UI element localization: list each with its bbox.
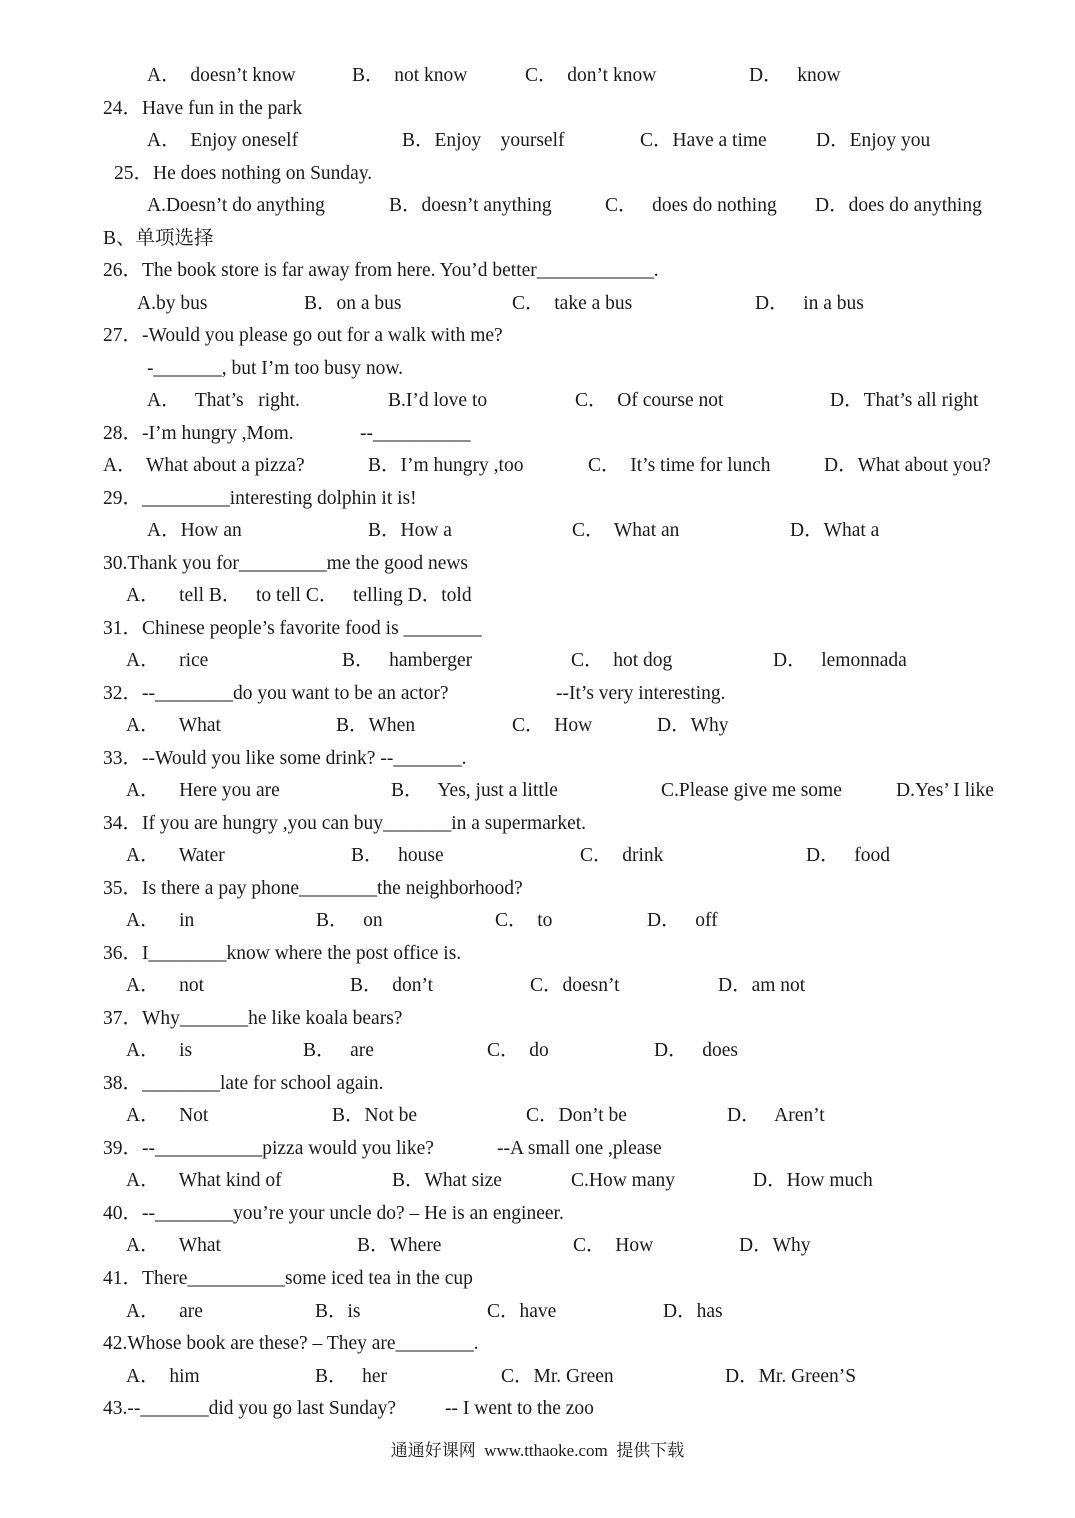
text-segment: C． What an	[572, 520, 680, 541]
text-segment: D．does do anything	[815, 195, 982, 216]
text-segment: C． to	[495, 910, 553, 931]
text-line: 37．Why_______he like koala bears?	[103, 1008, 403, 1029]
text-segment: B.I’d love to	[388, 390, 488, 411]
text-segment: A． are	[126, 1301, 203, 1322]
text-segment: C．Have a time	[640, 130, 767, 151]
text-segment: 39．--___________pizza would you like?	[103, 1138, 434, 1159]
text-segment: B．I’m hungry ,too	[368, 455, 524, 476]
text-segment: B． hamberger	[342, 650, 473, 671]
text-segment: C． hot dog	[571, 650, 673, 671]
text-segment: B．is	[315, 1301, 361, 1322]
text-segment: C．Don’t be	[526, 1105, 627, 1126]
text-segment: A． What	[126, 715, 221, 736]
text-segment: B． on	[316, 910, 383, 931]
text-line: -_______, but I’m too busy now.	[147, 358, 404, 379]
page-footer: 通通好课网 www.tthaoke.com 提供下载	[390, 1441, 685, 1460]
text-segment: C． does do nothing	[605, 195, 777, 216]
text-segment: C． take a bus	[512, 293, 633, 314]
text-segment: D．Enjoy you	[816, 130, 931, 151]
text-line: 41．There__________some iced tea in the cup	[103, 1268, 473, 1289]
text-segment: A． him	[126, 1366, 200, 1387]
text-line: 31．Chinese people’s favorite food is ________	[103, 618, 482, 639]
text-segment: C． Of course not	[575, 390, 724, 411]
text-segment: A． not	[126, 975, 205, 996]
text-line: 27．-Would you please go out for a walk with me?	[103, 325, 503, 346]
text-segment: --It’s very interesting.	[556, 683, 726, 704]
text-segment: --__________	[360, 423, 471, 444]
text-segment: A． Enjoy oneself	[147, 130, 299, 151]
text-line: 30.Thank you for_________me the good news	[103, 553, 469, 574]
text-segment: D． know	[749, 65, 841, 86]
text-segment: C.Please give me some	[661, 780, 842, 801]
text-segment: C．have	[487, 1301, 557, 1322]
text-segment: B．Where	[357, 1235, 442, 1256]
text-segment: --A small one ,please	[497, 1138, 662, 1159]
text-segment: A． That’s right.	[147, 390, 300, 411]
text-segment: A．How an	[147, 520, 242, 541]
text-segment: B． are	[303, 1040, 374, 1061]
text-segment: D．That’s all right	[830, 390, 979, 411]
text-segment: B．doesn’t anything	[389, 195, 552, 216]
text-segment: C． drink	[580, 845, 664, 866]
text-segment: B． not know	[352, 65, 468, 86]
text-segment: B． don’t	[350, 975, 434, 996]
text-segment: A． in	[126, 910, 195, 931]
text-segment: A． is	[126, 1040, 193, 1061]
text-segment: C． How	[512, 715, 593, 736]
text-segment: D．Why	[657, 715, 729, 736]
text-segment: B． her	[315, 1366, 388, 1387]
text-segment: A． What	[126, 1235, 221, 1256]
text-segment: D． in a bus	[755, 293, 864, 314]
text-segment: D.Yes’ I like	[896, 780, 994, 801]
text-line: 29．_________interesting dolphin it is!	[103, 488, 417, 509]
text-segment: D． Aren’t	[727, 1105, 825, 1126]
text-segment: C． do	[487, 1040, 549, 1061]
text-segment: B．on a bus	[304, 293, 402, 314]
text-segment: A． Here you are	[126, 780, 280, 801]
text-segment: D． lemonnada	[773, 650, 907, 671]
text-segment: C.How many	[571, 1170, 675, 1191]
text-segment: A． What about a pizza?	[103, 455, 305, 476]
text-line: 38．________late for school again.	[103, 1073, 384, 1094]
text-segment: C． don’t know	[525, 65, 657, 86]
text-segment: 32．--________do you want to be an actor?	[103, 683, 449, 704]
text-line: 33．--Would you like some drink? --_______.	[103, 748, 467, 769]
text-segment: B．When	[336, 715, 416, 736]
text-segment: C．doesn’t	[530, 975, 620, 996]
text-line: 25．He does nothing on Sunday.	[114, 163, 373, 184]
text-line: 35．Is there a pay phone________the neighborhood?	[103, 878, 523, 899]
text-segment: A． Water	[126, 845, 225, 866]
text-line: 24．Have fun in the park	[103, 98, 303, 119]
text-segment: C． It’s time for lunch	[588, 455, 771, 476]
text-segment: D． off	[647, 910, 718, 931]
text-line: 36．I________know where the post office is.	[103, 943, 462, 964]
text-segment: -- I went to the zoo	[445, 1398, 594, 1419]
text-segment: D． food	[806, 845, 890, 866]
text-line: 26．The book store is far away from here. You’d better____________.	[103, 260, 659, 281]
text-segment: D． does	[654, 1040, 738, 1061]
text-segment: B．Enjoy yourself	[402, 130, 565, 151]
text-segment: B． house	[351, 845, 444, 866]
text-segment: D．Why	[739, 1235, 811, 1256]
text-segment: C．Mr. Green	[501, 1366, 614, 1387]
text-segment: C． How	[573, 1235, 654, 1256]
text-line: 34．If you are hungry ,you can buy_______in a supermarket.	[103, 813, 587, 834]
text-segment: B．How a	[368, 520, 452, 541]
text-segment: B． Yes, just a little	[391, 780, 558, 801]
text-segment: B．What size	[392, 1170, 502, 1191]
text-segment: 28．-I’m hungry ,Mom.	[103, 423, 294, 444]
text-line: B、单项选择	[103, 228, 214, 249]
text-segment: D．What a	[790, 520, 880, 541]
text-segment: D．How much	[753, 1170, 873, 1191]
text-segment: D．am not	[718, 975, 806, 996]
text-segment: D．Mr. Green’S	[725, 1366, 857, 1387]
text-line: A． tell B． to tell C． telling D．told	[126, 585, 472, 606]
text-segment: D．has	[663, 1301, 723, 1322]
text-segment: A． doesn’t know	[147, 65, 296, 86]
text-segment: A.by bus	[137, 293, 208, 314]
text-segment: B．Not be	[332, 1105, 418, 1126]
text-segment: 43.--_______did you go last Sunday?	[103, 1398, 397, 1419]
text-segment: A． What kind of	[126, 1170, 282, 1191]
text-segment: A． rice	[126, 650, 209, 671]
text-segment: D．What about you?	[824, 455, 991, 476]
text-segment: A． Not	[126, 1105, 209, 1126]
text-line: 40．--________you’re your uncle do? – He is an engineer.	[103, 1203, 564, 1224]
text-segment: A.Doesn’t do anything	[147, 195, 325, 216]
text-line: 42.Whose book are these? – They are________.	[103, 1333, 479, 1354]
